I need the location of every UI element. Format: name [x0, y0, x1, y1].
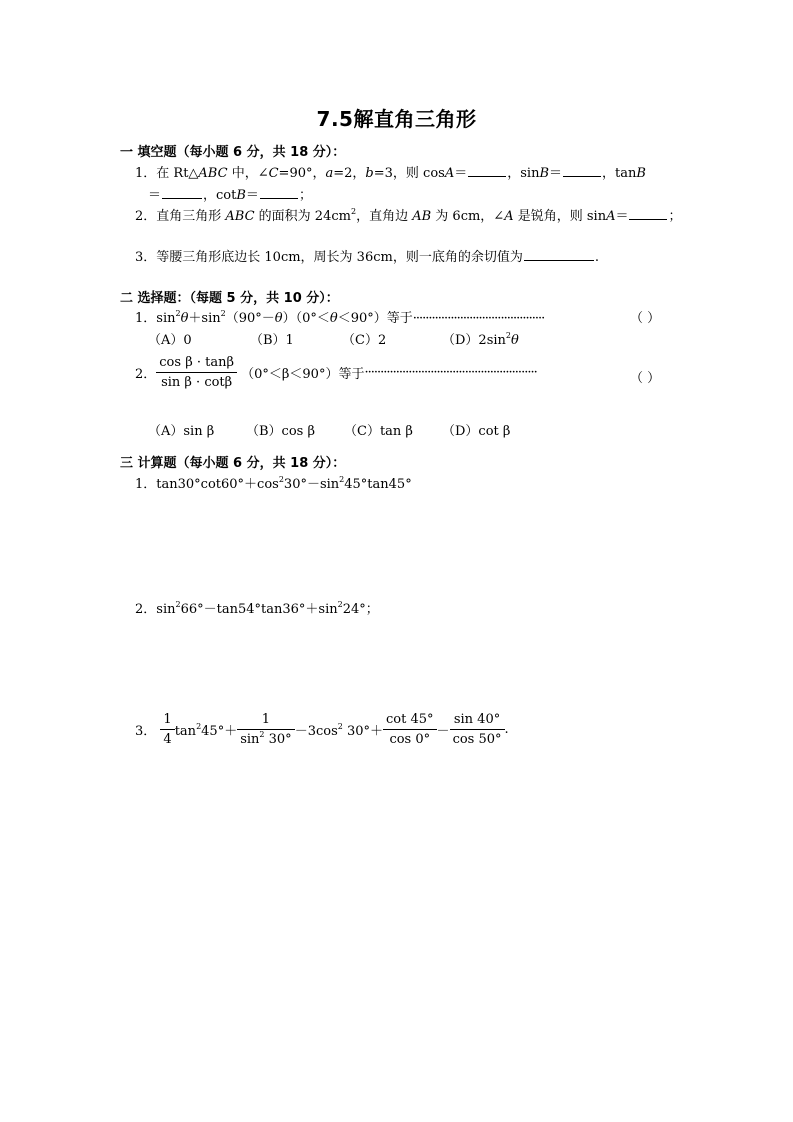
s1-q1-line2: ＝ ，cotB＝ ；	[148, 184, 312, 203]
s2-q2-answer-paren[interactable]: （ ）	[630, 371, 661, 386]
section-2-heading: 二 选择题：（每题 5 分，共 10 分）：	[120, 291, 339, 306]
answer-blank-tanB[interactable]	[162, 185, 202, 199]
s2-q1-option-a[interactable]: （A）0	[148, 333, 192, 348]
s3-q3: 3． $\frac{1}{4}$ $\tan^245^\circ+$ $\frac{1}{\sin^2 30^\circ}$ $-3\cos^2$ 30°＋ $\frac{\cot 45^\circ}{\cos 0^\circ}$ － $\frac{\sin 40^\circ}{\cos 50^\circ}$ .	[135, 712, 509, 747]
s2-q2-stem: 2． $\frac{\text{cos β · tanβ}}{\text{sin β · cotβ}}$ （0°＜β＜90°）等于·······················································	[135, 355, 537, 390]
s3-q3-fraction-4: $\frac{\sin 40^\circ}{\cos 50^\circ}$	[450, 712, 505, 747]
s2-q1-option-b[interactable]: （B）1	[250, 333, 294, 348]
answer-blank-cot-base-angle[interactable]	[524, 247, 594, 261]
s1-q1-line1: 1．在 Rt△ABC 中，∠C=90°，a=2，b=3，则 cosA＝ ，sinB＝ ，tanB	[135, 162, 646, 181]
s2-q1-option-d[interactable]: $(D)2\sin^2\theta$	[442, 331, 519, 348]
answer-blank-sinB[interactable]	[563, 163, 601, 177]
s2-q1-stem: 1．$\sin^2\theta+\sin^2(90^\circ-\theta)(0^\circ<\theta<90^\circ)$等于··········································	[135, 309, 545, 326]
s3-q3-fraction-2: $\frac{1}{\sin^2 30^\circ}$	[237, 712, 294, 747]
answer-blank-cotB[interactable]	[260, 185, 298, 199]
s3-q3-fraction-3: $\frac{\cot 45^\circ}{\cos 0^\circ}$	[383, 712, 437, 747]
s2-q2-fraction: $\frac{\text{cos β · tanβ}}{\text{sin β · cotβ}}$	[156, 355, 237, 390]
answer-blank-cosA[interactable]	[468, 163, 506, 177]
page-title: 7.5解直角三角形	[316, 107, 477, 131]
s3-q3-fraction-1: $\frac{1}{4}$	[160, 712, 174, 747]
s1-q3: 3．等腰三角形底边长 10cm，周长为 36cm，则一底角的余切值为 .	[135, 246, 599, 265]
section-1-heading: 一 填空题（每小题 6 分，共 18 分）：	[120, 145, 346, 160]
s2-q1-answer-paren[interactable]: （ ）	[630, 311, 661, 326]
s2-q2-option-c[interactable]: （C）tan β	[344, 424, 413, 439]
s3-q2: 2．$\sin^266^\circ-\tan 54^\circ\tan 36^\circ+\sin^224^\circ$；	[135, 600, 379, 617]
answer-blank-sinA[interactable]	[629, 206, 667, 220]
s2-q2-option-b[interactable]: （B）cos β	[246, 424, 315, 439]
section-3-heading: 三 计算题（每小题 6 分，共 18 分）：	[120, 456, 346, 471]
s2-q2-option-a[interactable]: （A）sin β	[148, 424, 215, 439]
s1-q2: 2．直角三角形 ABC 的面积为 $24cm^2$，直角边 AB 为 6cm，∠A 是锐角，则 sinA＝ ；	[135, 207, 682, 224]
s2-q2-option-d[interactable]: （D）cot β	[442, 424, 511, 439]
s3-q1: 1．$\tan 30^\circ\cot 60^\circ+\cos^230^\circ-\sin^245^\circ\tan 45^\circ$	[135, 475, 412, 492]
s2-q1-option-c[interactable]: （C）2	[342, 333, 387, 348]
